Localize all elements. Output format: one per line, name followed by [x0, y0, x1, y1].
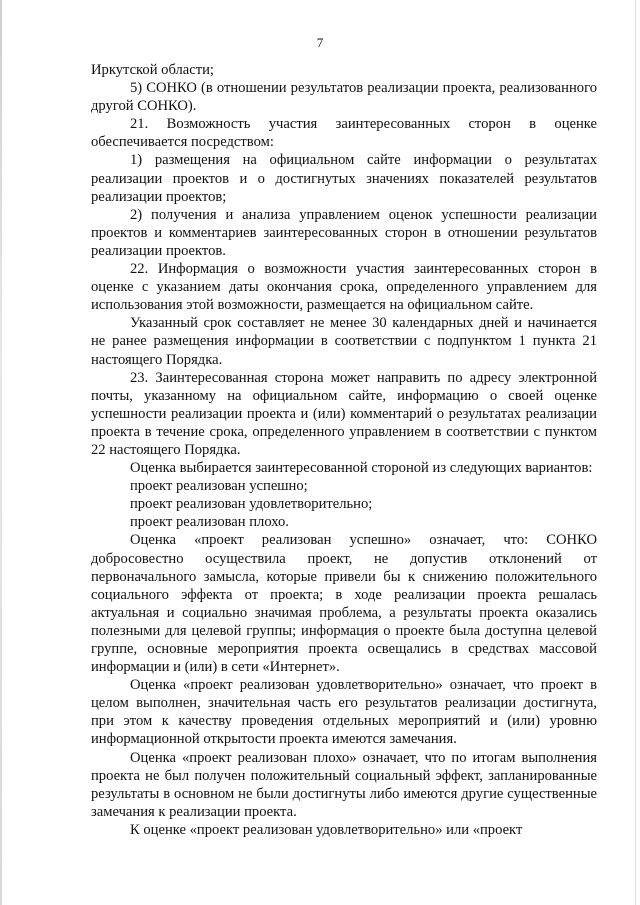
scan-edge-right: [635, 0, 636, 905]
list-item-success: проект реализован успешно;: [130, 478, 308, 495]
paragraph-rating-success: Оценка «проект реализован успешно» означает, что: СОНКО добросовестно осуществила проект, не допустив отклонений от первоначального замысла, которые привели бы к снижению положительного социального эффекта от проекта; в ходе реализации проекта решалась актуальная и социально значимая проблема, а результаты проекта оказались полезными для целевой группы; информация о проекте была доступна целевой группе, основные мероприятия проекта освещались в средствах массовой информации и (или) в сети «Интернет».: [91, 532, 597, 676]
paragraph-continuation: Иркутской области;: [91, 62, 214, 78]
paragraph-clause-21: 21. Возможность участия заинтересованных сторон в оценке обеспечивается посредством:: [91, 116, 597, 151]
document-body: [91, 61, 597, 839]
paragraph-clause-22: 22. Информация о возможности участия заинтересованных сторон в оценке с указанием даты окончания срока, определенного управлением для использования этой возможности, размещается на официальном сайте.: [91, 261, 597, 314]
paragraph-clause-23: 23. Заинтересованная сторона может направить по адресу электронной почты, указанному на официальном сайте, информацию о своей оценке успешности реализации проекта и (или) комментарий о результатах реализации проекта в течение срока, определенного управлением в соответствии с пунктом 22 настоящего Порядка.: [91, 369, 597, 458]
paragraph-rating-options-intro: Оценка выбирается заинтересованной стороной из следующих вариантов:: [130, 460, 593, 477]
paragraph-subitem-1: 1) размещения на официальном сайте информации о результатах реализации проектов и о достигнутых значениях показателей результатов реализации проектов;: [91, 152, 597, 205]
paragraph-item-5: 5) СОНКО (в отношении результатов реализации проекта, реализованного другой СОНКО).: [91, 80, 597, 115]
paragraph-rating-poor: Оценка «проект реализован плохо» означает, что по итогам выполнения проекта не был получен положительный социальный эффект, запланированные результаты в основном не были достигнуты либо имеются другие существенные замечания к реализации проекта.: [91, 749, 597, 820]
paragraph-term: Указанный срок составляет не менее 30 календарных дней и начинается не ранее размещения информации в соответствии с подпунктом 1 пункта 21 настоящего Порядка.: [91, 315, 597, 368]
page-number: 7: [316, 35, 324, 50]
paragraph-rating-satisfactory: Оценка «проект реализован удовлетворительно» означает, что проект в целом выполнен, значительная часть его результатов реализации достигнута, при этом к качеству проведения отдельных мероприятий и (или) уровню информационной открытости проекта имеются замечания.: [91, 677, 597, 748]
paragraph-final-partial: К оценке «проект реализован удовлетворительно» или «проект: [130, 821, 523, 838]
scan-edge-left: [0, 0, 2, 905]
list-item-poor: проект реализован плохо.: [130, 514, 289, 531]
paragraph-subitem-2: 2) получения и анализа управлением оценок успешности реализации проектов и комментариев заинтересованных сторон в отношении результатов реализации проектов.: [91, 206, 597, 259]
list-item-satisfactory: проект реализован удовлетворительно;: [130, 496, 373, 513]
